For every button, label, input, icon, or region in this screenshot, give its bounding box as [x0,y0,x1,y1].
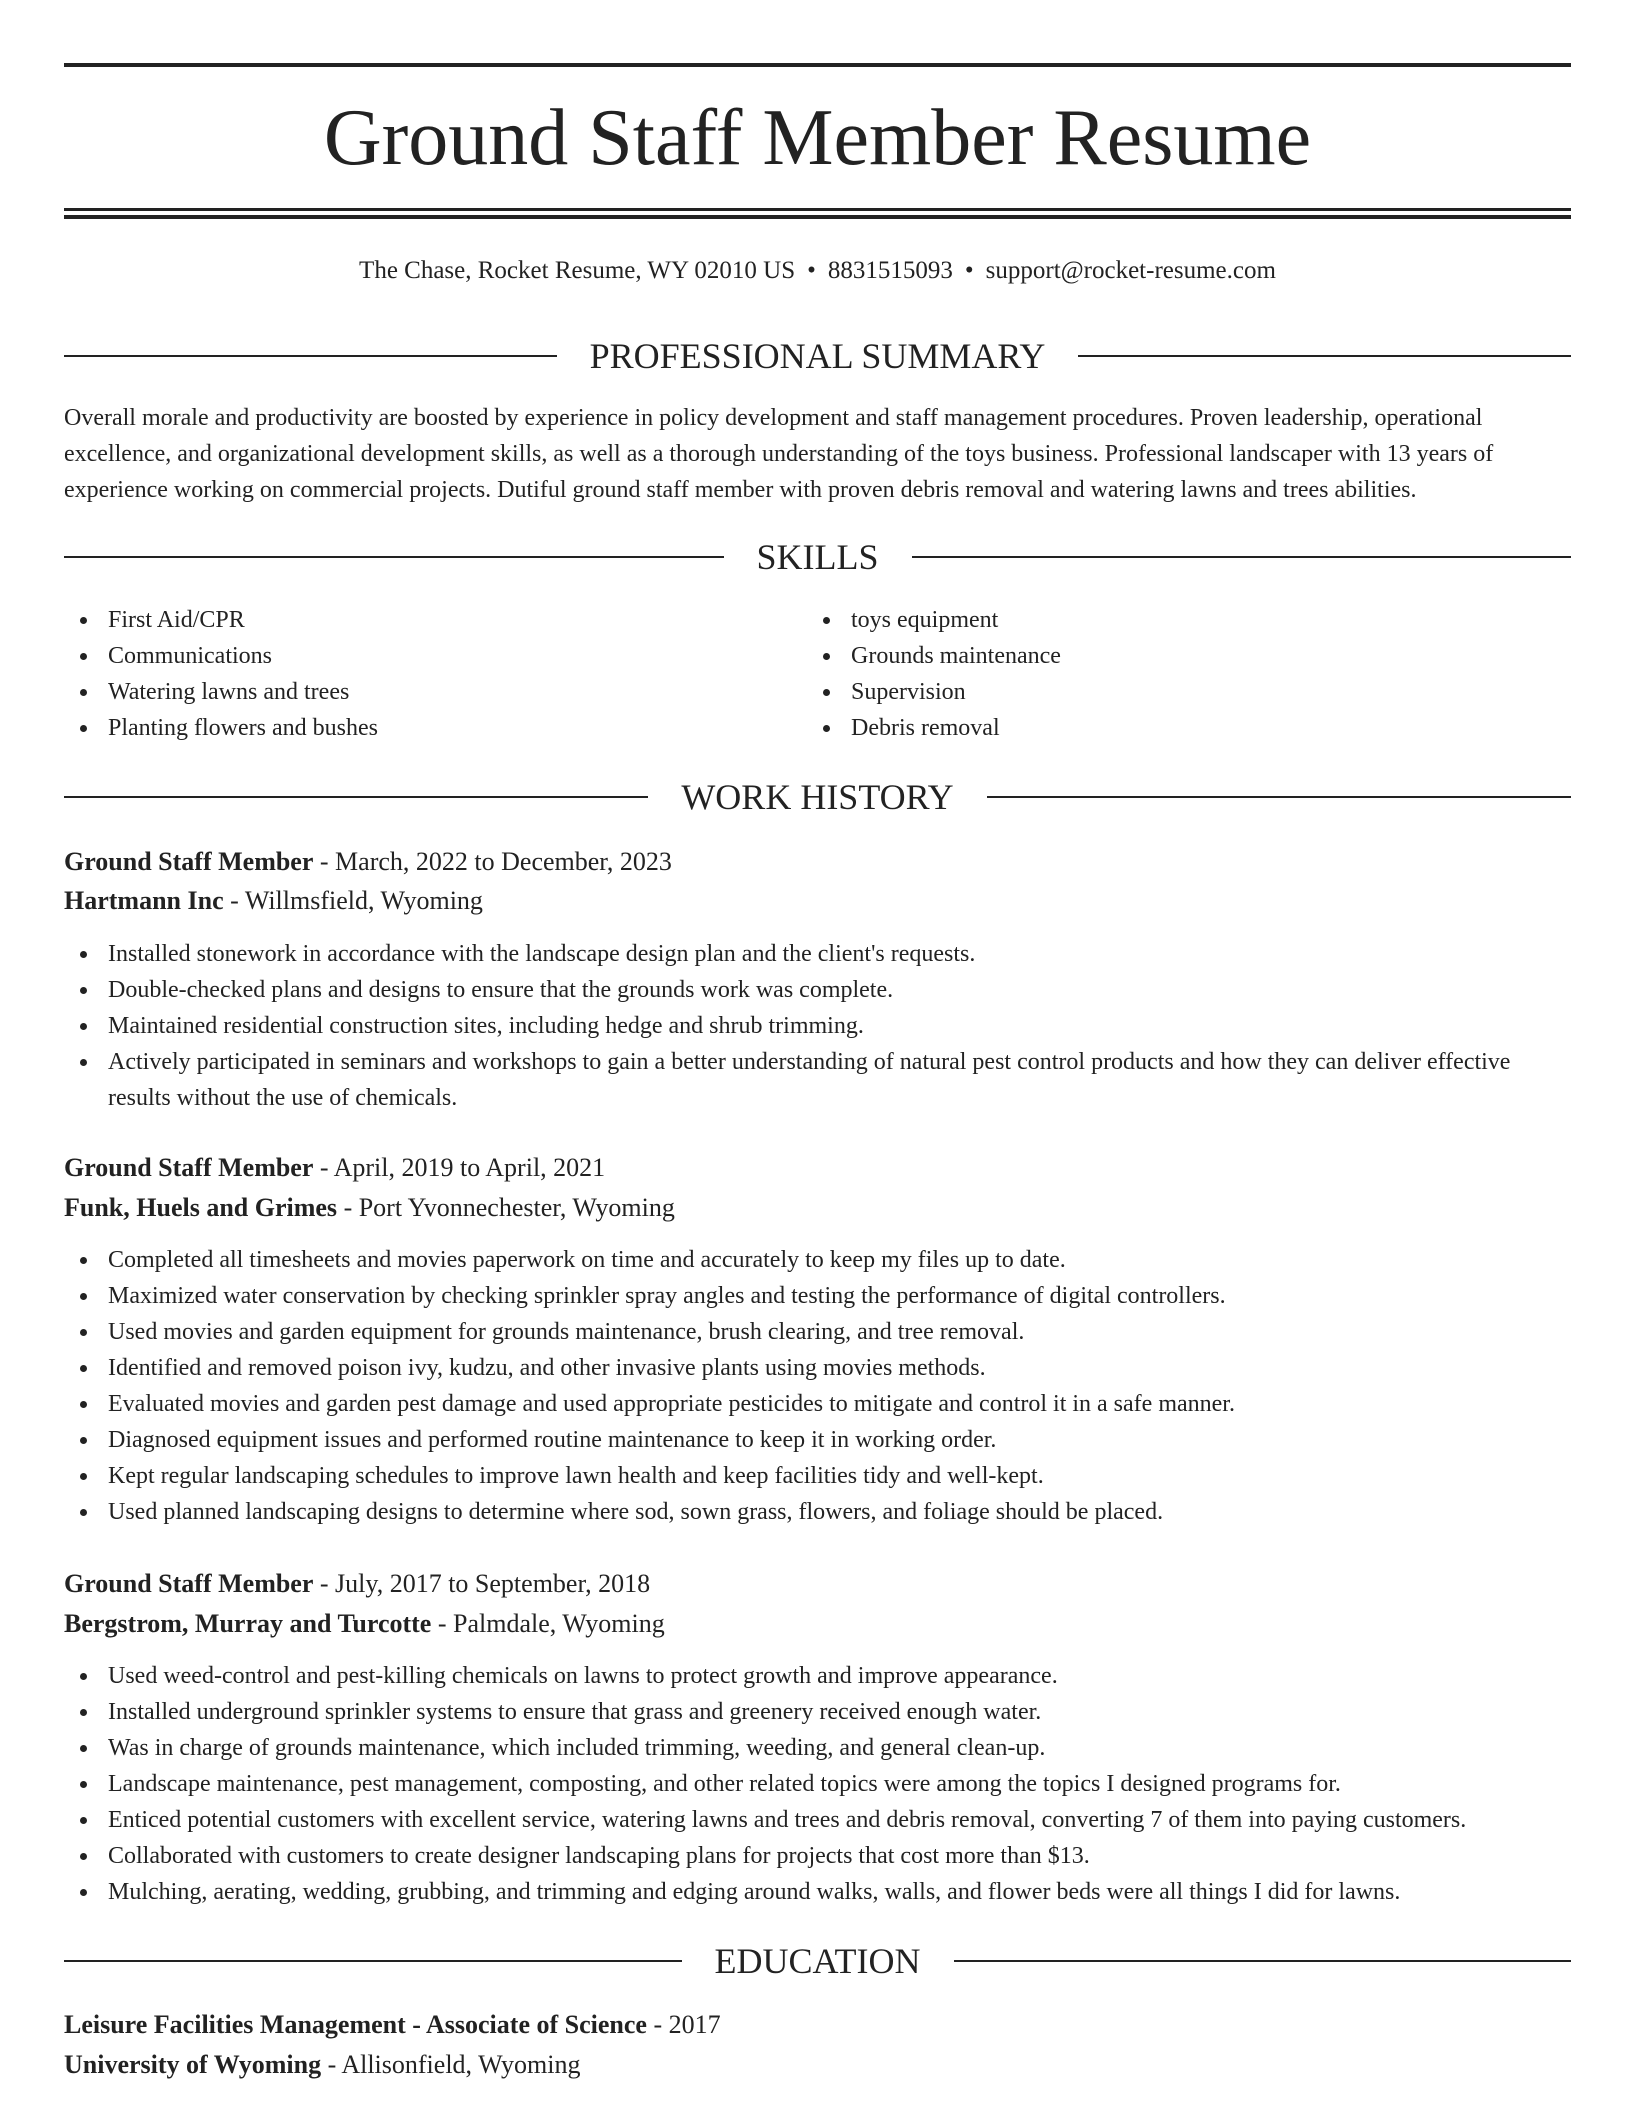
education-location: - Allisonfield, Wyoming [327,2050,581,2079]
job-company-line [64,1604,1571,1644]
job-bullet: Maintained residential construction sites, including hedge and shrub trimming. [64,1008,1571,1044]
section-title: PROFESSIONAL SUMMARY [589,336,1046,376]
contact-phone: 8831515093 [827,257,953,284]
job-dates: - March, 2022 to December, 2023 [319,847,672,876]
skill-item: Supervision [807,674,1567,710]
heading-rule [64,556,724,558]
header-rule-bottom [64,208,1571,211]
job-bullet: Installed underground sprinkler systems to ensure that grass and greenery received enough water. [64,1694,1571,1730]
heading-rule [64,355,557,357]
skill-item: Grounds maintenance [807,638,1567,674]
skill-item: Debris removal [807,710,1567,746]
skills-list-right [807,602,1567,746]
job-title-line [64,1148,1571,1188]
skill-item: toys equipment [807,602,1567,638]
contact-line [64,254,1571,288]
job-dates: - July, 2017 to September, 2018 [319,1569,651,1598]
job-bullets [64,936,1571,1116]
job-location: - Palmdale, Wyoming [437,1609,665,1638]
section-heading-education [64,1939,1571,1983]
contact-address: The Chase, Rocket Resume, WY 02010 US [359,257,796,284]
job-location: - Willmsfield, Wyoming [230,886,483,915]
skill-item: Watering lawns and trees [64,674,784,710]
heading-rule [64,796,648,798]
skill-item: Planting flowers and bushes [64,710,784,746]
heading-rule [954,1960,1572,1962]
job-bullet: Maximized water conservation by checking sprinkler spray angles and testing the performance of digital controllers. [64,1278,1571,1314]
job-company-line [64,1188,1571,1228]
education-school-line [64,2045,1571,2085]
section-heading-work-history [64,775,1571,819]
resume-title: Ground Staff Member Resume [323,94,1312,182]
header-rule-bottom-thick [64,215,1571,219]
job-bullets [64,1658,1571,1910]
job-bullet: Actively participated in seminars and workshops to gain a better understanding of natural pest control products and how they can deliver effective results without the use of chemicals. [64,1044,1571,1116]
job-location: - Port Yvonnechester, Wyoming [343,1193,675,1222]
contact-email: support@rocket-resume.com [985,257,1276,284]
heading-rule [64,1960,682,1962]
contact-separator: • [964,257,974,284]
section-title: WORK HISTORY [681,777,954,817]
job-bullet: Collaborated with customers to create designer landscaping plans for projects that cost more than $13. [64,1838,1571,1874]
section-title: SKILLS [756,537,879,577]
job-bullet: Installed stonework in accordance with the landscape design plan and the client's requests. [64,936,1571,972]
job-bullet: Used weed-control and pest-killing chemicals on lawns to protect growth and improve appearance. [64,1658,1571,1694]
section-heading-skills [64,535,1571,579]
job-bullet: Kept regular landscaping schedules to improve lawn health and keep facilities tidy and well-kept. [64,1458,1571,1494]
skill-item: First Aid/CPR [64,602,784,638]
job-bullet: Mulching, aerating, wedding, grubbing, and trimming and edging around walks, walls, and flower beds were all things I did for lawns. [64,1874,1571,1910]
contact-separator: • [807,257,816,284]
education-year: - 2017 [653,2010,721,2039]
heading-rule [987,796,1571,798]
job-bullet: Double-checked plans and designs to ensure that the grounds work was complete. [64,972,1571,1008]
skills-list-left [64,602,784,746]
job-dates: - April, 2019 to April, 2021 [319,1153,606,1182]
header-rule-top [64,63,1571,67]
education-school: University of Wyoming [64,2050,322,2079]
job-company-line [64,881,1571,921]
job-title-line [64,1564,1571,1604]
job-bullet: Identified and removed poison ivy, kudzu, and other invasive plants using movies methods. [64,1350,1571,1386]
job-title: Ground Staff Member [64,847,314,876]
job-title: Ground Staff Member [64,1153,314,1182]
section-heading-summary [64,334,1571,378]
job-bullet: Used movies and garden equipment for grounds maintenance, brush clearing, and tree removal. [64,1314,1571,1350]
job-bullets [64,1242,1571,1530]
job-company: Bergstrom, Murray and Turcotte [64,1609,432,1638]
education-degree: Leisure Facilities Management - Associate of Science [64,2010,647,2039]
job-bullet: Evaluated movies and garden pest damage and used appropriate pesticides to mitigate and control it in a safe manner. [64,1386,1571,1422]
education-degree-line [64,2005,1571,2045]
job-bullet: Enticed potential customers with excellent service, watering lawns and trees and debris removal, converting 7 of them into paying customers. [64,1802,1571,1838]
job-bullet: Completed all timesheets and movies paperwork on time and accurately to keep my files up to date. [64,1242,1571,1278]
heading-rule [1078,355,1571,357]
job-bullet: Diagnosed equipment issues and performed routine maintenance to keep it in working order. [64,1422,1571,1458]
job-title: Ground Staff Member [64,1569,314,1598]
skill-item: Communications [64,638,784,674]
job-bullet: Used planned landscaping designs to determine where sod, sown grass, flowers, and foliage should be placed. [64,1494,1571,1530]
job-bullet: Was in charge of grounds maintenance, which included trimming, weeding, and general clean-up. [64,1730,1571,1766]
heading-rule [912,556,1572,558]
job-title-line [64,842,1571,882]
job-company: Hartmann Inc [64,886,224,915]
job-company: Funk, Huels and Grimes [64,1193,338,1222]
section-title: EDUCATION [714,1941,921,1981]
summary-text: Overall morale and productivity are boosted by experience in policy development and staff management procedures. Proven leadership, operational excellence, and organizational development skills, as well as a thorough understanding of the toys business. Professional landscaper with 13 years of experience working on commercial projects. Dutiful ground staff member with proven debris removal and watering lawns and trees abilities. [64,405,1494,503]
job-bullet: Landscape maintenance, pest management, composting, and other related topics were among the topics I designed programs for. [64,1766,1571,1802]
